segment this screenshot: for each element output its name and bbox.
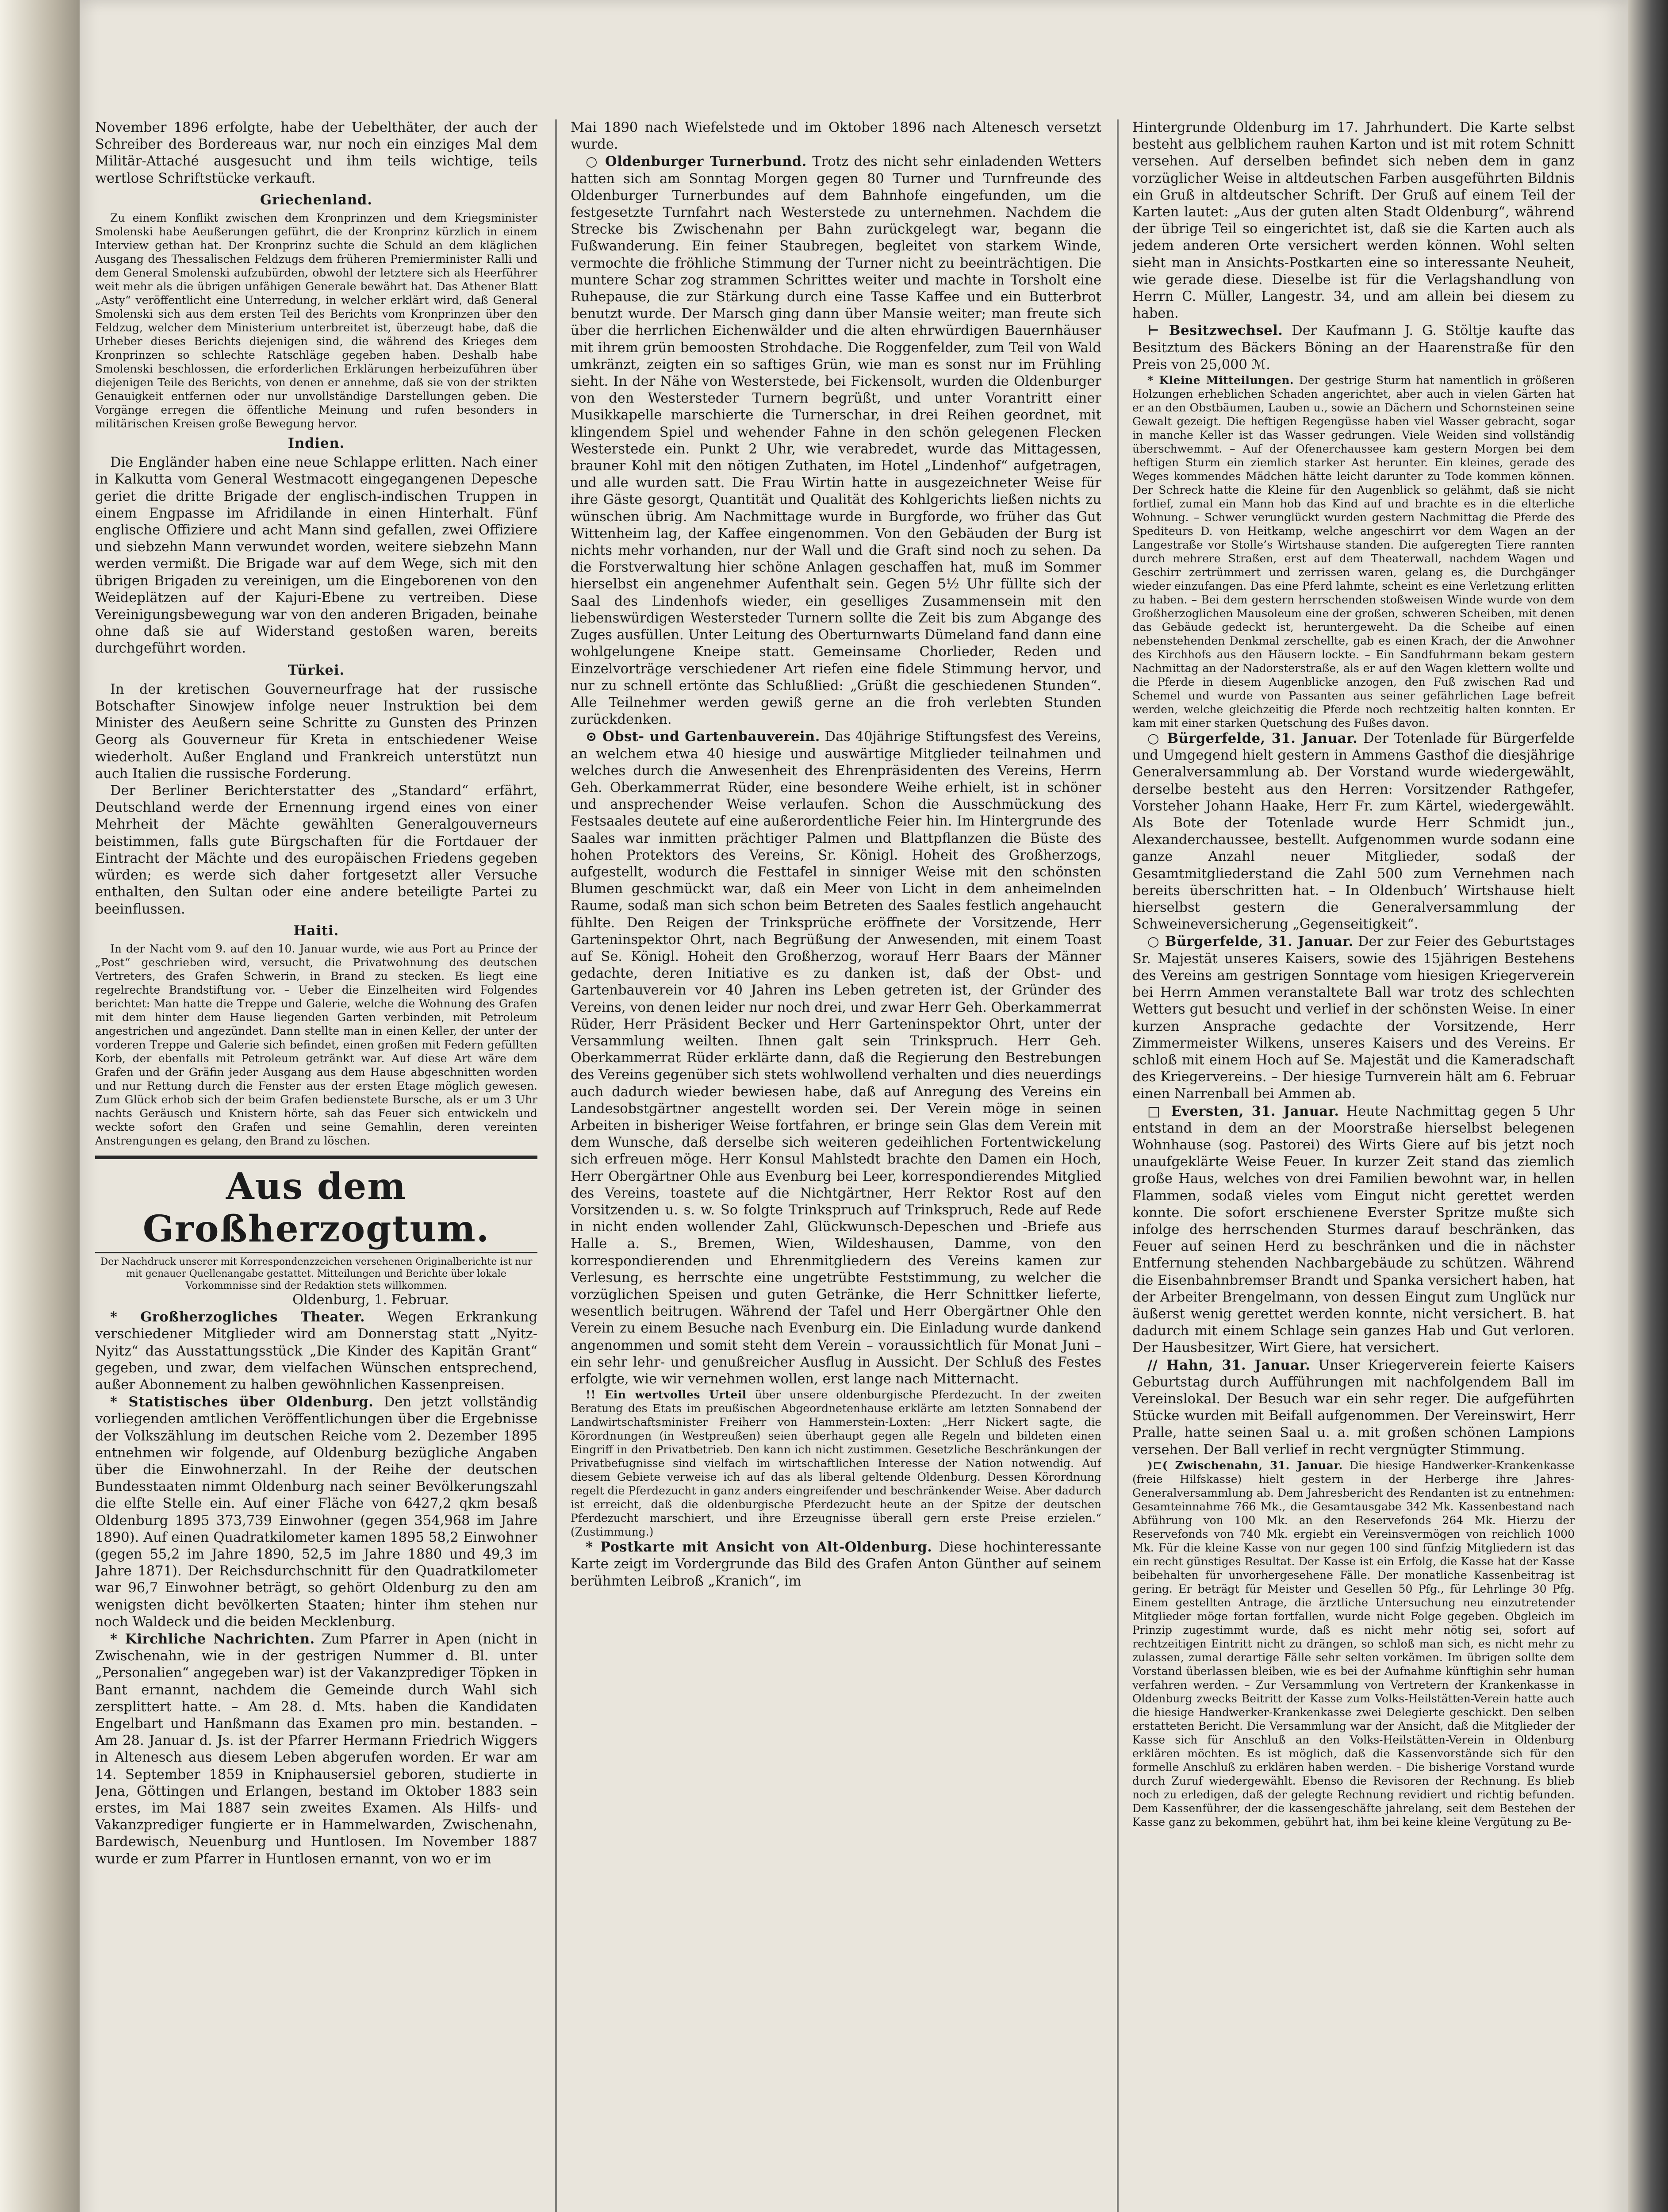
article-text: November 1896 erfolgte, habe der Uebelthäter, der auch der Schreiber des Bordereaus war, nur noch ein einziges Mal dem Militär-Attaché ausgesucht und ihm teils wichtige, teils wertlose Schriftstücke verkauft.: [95, 120, 537, 186]
article-text: Zu einem Konflikt zwischen dem Kronprinzen und dem Kriegsminister Smolenski habe Aeußerungen geführt, die der Kronprinz kürzlich in einem Interview gethan hat. Der Kronprinz suchte die Schuld an dem kläglichen Ausgang des Thessalischen Feldzugs dem früheren Premierminister Ralli und dem General Smolenski aufzubürden, obwohl der letztere sich als Heerführer weit mehr als die übrigen unfähigen Generale bewährt hat. Das Athener Blatt „Asty“ veröffentlicht eine Unterredung, in welcher erklärt wird, daß General Smolenski sich aus dem ersten Teil des Berichts vom Kronprinzen über den Feldzug, welcher dem Ministerium unterbreitet ist, überzeugt habe, daß die Urheber dieses Berichts diejenigen sind, die während des Krieges dem Kronprinzen so schlechte Ratschläge gegeben haben. Deshalb habe Smolenski beschlossen, die erforderlichen Erklärungen herbeizuführen über diejenigen Teile des Berichts, von denen er annehme, daß sie von der strikten Genauigkeit entfernen oder nur unvollständige Darstellungen geben. Die Vorgänge erregen die öffentliche Meinung und rufen besonders in militärischen Kreisen große Bewegung hervor.: [95, 211, 537, 430]
article-heading: !! Ein wertvolles Urteil: [586, 1388, 747, 1402]
article-heading: □ Eversten, 31. Januar.: [1147, 1103, 1339, 1119]
article-heading: * Großherzogliches Theater.: [110, 1309, 365, 1325]
article-heading: )⊏( Zwischenahn, 31. Januar.: [1147, 1459, 1343, 1472]
page-edge-shadow: [1628, 0, 1668, 2212]
article-text: Das 40jährige Stiftungsfest des Vereins, an welchem etwa 40 hiesige und auswärtige Mitglieder teilnahmen und welches durch die Anwesenheit des Ehrenpräsidenten des Vereins, Herrn Geh. Oberkammerrat Rüder, eine besondere Weihe erhielt, ist in schöner und ansprechender Weise verlaufen. Schon die Ausschmückung des Festsaales deutete auf eine außerordentliche Feier hin. Im Hintergrunde des Saales war inmitten prächtiger Palmen und Blattpflanzen die Büste des hohen Protektors des Vereins, Sr. Königl. Hoheit des Großherzogs, aufgestellt, wodurch die Festtafel in sinniger Weise mit den schönsten Blumen geschmückt war, daß ein Meer von Licht in dem anheimelnden Raume, sodaß man sich schon beim Betreten des Saales festlich angehaucht fühlte. Den Reigen der Trinksprüche eröffnete der Vorsitzende, Herr Garteninspektor Ohrt, nach Begrüßung der Anwesenden, mit einem Toast auf Se. Königl. Hoheit den Großherzog, worauf Herr Baars der Männer gedachte, deren Initiative es zu danken ist, daß der Obst- und Gartenbauverein vor 40 Jahren ins Leben getreten ist, der Gründer des Vereins, von denen leider nur noch drei, und zwar Herr Geh. Oberkammerrat Rüder, Herr Präsident Becker und Herr Garteninspektor Ohrt, unter der Versammlung weilten. Ihnen galt sein Trinkspruch. Herr Geh. Oberkammerrat Rüder erklärte dann, daß die Regierung den Bestrebungen des Vereins gegenüber sich stets wohlwollend verhalten und dies neuerdings auch dadurch wieder bewiesen habe, daß auf Anregung des Vereins ein Landesobstgärtner angestellt worden sei. Der Verein möge in seinen Arbeiten in bisheriger Weise fortfahren, er bringe sein Glas dem Verein mit dem Wunsche, daß derselbe sich weiteren gedeihlichen Fortentwickelung sich erfreuen möge. Herr Konsul Mahlstedt brachte den Damen ein Hoch, Herr Obergärtner Ohle aus Evenburg bei Leer, korrespondierendes Mitglied des Vereins, toastete auf die Nichtgärtner, Herr Rektor Rost auf den Vorsitzenden u. s. w. So folgte Trinkspruch auf Trinkspruch, Rede auf Rede in nicht enden wollender Zahl, Glückwunsch-Depeschen und -Briefe aus Halle a. S., Bremen, Wien, Wildeshausen, Damme, von den korrespondierenden und Ehrenmitgliedern des Vereins kamen zur Verlesung, es herrschte eine ungetrübte Feststimmung, zu welcher die vorzüglichen Speisen und guten Getränke, die Herr Schnittker lieferte, wesentlich beitrugen. Während der Tafel und Herr Obergärtner Ohle den Verein zu einem Besuche nach Evenburg ein. Die Einladung wurde dankend angenommen und somit steht dem Verein – voraussichtlich für Monat Juni – ein sehr lehr- und genußreicher Ausflug in Aussicht. Der Schluß des Festes erfolgte, wie wir vernehmen wollen, erst lange nach Mitternacht.: [571, 729, 1101, 1387]
column-rule: [1117, 119, 1119, 2212]
article-heading: // Hahn, 31. Januar.: [1147, 1357, 1311, 1373]
article-heading: ○ Bürgerfelde, 31. Januar.: [1147, 933, 1354, 950]
article-text: Die Engländer haben eine neue Schlappe erlitten. Nach einer in Kalkutta vom General Westmacott eingegangenen Depesche geriet die dritte Brigade der englisch-indischen Truppen in einem Engpasse im Afridilande in einen Hinterhalt. Fünf englische Offiziere und acht Mann sind gefallen, zwei Offiziere und siebzehn Mann verwundet worden, weitere siebzehn Mann werden vermißt. Die Brigade war auf dem Wege, sich mit den übrigen Brigaden zu vereinigen, um die Eingeborenen von den Weideplätzen auf der Kajuri-Ebene zu vertreiben. Diese Vereinigungsbewegung war von den anderen Brigaden, beinahe ohne daß sie auf Widerstand gestoßen waren, bereits durchgeführt worden.: [95, 455, 537, 657]
article-text: Trotz des nicht sehr einladenden Wetters hatten sich am Sonntag Morgen gegen 80 Turner und Turnfreunde des Oldenburger Turnerbundes auf dem Bahnhofe eingefunden, um die festgesetzte Turnfahrt nach Westerstede zu unternehmen. Nachdem die Strecke bis Zwischenahn per Bahn zurückgelegt war, begann die Fußwanderung. Ein feiner Staubregen, begleitet von starkem Winde, vermochte die fröhliche Stimmung der Turner nicht zu beeinträchtigen. Die muntere Schar zog strammen Schrittes weiter und machte in Torsholt eine Ruhepause, die zur Stärkung durch eine Tasse Kaffee und ein Butterbrot benutzt wurde. Der Marsch ging dann über Mansie weiter; man freute sich über die herrlichen Eichenwälder und die alten ehrwürdigen Bauernhäuser mit ihrem grün bemoosten Strohdache. Die Roggenfelder, zum Teil von Wald umkränzt, zeigten ein so saftiges Grün, wie man es sonst nur im Frühling sieht. In der Nähe von Westerstede, bei Fickensolt, wurden die Oldenburger von den Westersteder Turnern begrüßt, und unter Vorantritt einer Musikkapelle marschierte die Turnerschar, in drei Reihen geordnet, mit klingendem Spiel und wehender Fahne in den schön gelegenen Flecken Westerstede ein. Punkt 2 Uhr, wie verabredet, wurde das Mittagessen, brauner Kohl mit den nötigen Zuthaten, im Hotel „Lindenhof“ aufgetragen, und alle wurden satt. Die Frau Wirtin hatte in ausgezeichneter Weise für ihre Gäste gesorgt, Quantität und Qualität des Kohlgerichts ließen nichts zu wünschen übrig. Am Nachmittage wurde in Burgforde, wo früher das Gut Wittenheim lag, der Kaffee eingenommen. Von den Gebäuden der Burg ist nichts mehr vorhanden, nur der Wall und die Graft sind noch zu sehen. Da die Forstverwaltung hier schöne Anlagen geschaffen hat, muß im Sommer hierselbst ein angenehmer Aufenthalt sein. Gegen 5½ Uhr füllte sich der Saal des Lindenhofs wieder, ein geselliges Zusammensein mit den liebenswürdigen Westersteder Turnern sollte die Zeit bis zum Abgange des Zuges ausfüllen. Unter Leitung des Oberturnwarts Dümeland fand dann eine wohlgelungene Kneipe statt. Gemeinsame Chorlieder, Reden und Einzelvorträge verschiedener Art riefen eine fidele Stimmung hervor, und nur zu schnell ertönte das Schlußlied: „Grüßt die geschiedenen Stunden“. Alle Teilnehmer werden gewiß gerne an die froh verlebten Stunden zurückdenken.: [571, 154, 1101, 728]
article-text: Der zur Feier des Geburtstages Sr. Majestät unseres Kaisers, sowie des 15jährigen Bestehens des Vereins am gestrigen Sonntage vom hiesigen Kriegerverein bei Herrn Ammen veranstaltete Ball war trotz des schlechten Wetters gut besucht und verlief in der schönsten Weise. In einer kurzen Ansprache gedachte der Vorsitzende, Herr Zimmermeister Wilkens, unseres Kaisers und des Vereins. Er schloß mit einem Hoch auf Se. Majestät und die Kameradschaft des Kriegervereins. – Der hiesige Turnverein hält am 6. Februar einen Narrenball bei Ammen ab.: [1132, 934, 1575, 1102]
column-rule: [555, 119, 557, 2212]
section-heading-haiti: Haiti.: [293, 922, 339, 939]
article-text: Der Kaufmann J. G. Stöltje kaufte das Besitztum des Bäckers Böning an der Haarenstraße für den Preis von 25,000 ℳ.: [1132, 323, 1575, 373]
article-text: In der kretischen Gouverneurfrage hat der russische Botschafter Sinowjew infolge neuer Instruktion bei dem Minister des Aeußern seine Schritte zu Gunsten des Prinzen Georg als Gouverneur für Kreta in entschiedener Weise wiederholt. Außer England und Frankreich unterstützt nun auch Italien die russische Forderung.: [95, 681, 537, 782]
article-text: Heute Nachmittag gegen 5 Uhr entstand in dem an der Moorstraße hierselbst belegenen Wohnhause (sog. Pastorei) des Wirts Giere auf bis jetzt noch unaufgeklärte Weise Feuer. In kurzer Zeit stand das ziemlich große Haus, welches von drei Familien bewohnt war, in hellen Flammen, sodaß vieles vom Eingut nicht gerettet werden konnte. Die sofort erschienene Everster Spritze mußte sich infolge des herrschenden Sturmes darauf beschränken, das Feuer auf seinen Herd zu beschränken und die in nächster Entfernung stehenden Nachbargebäude zu schützen. Während die Eisenbahnbremser Brandt und Spanka versichert haben, hat der Arbeiter Brengelmann, von dessen Eingut zum Unglück nur äußerst wenig gerettet werden konnte, nicht versichert. B. hat dadurch mit einem Schlage sein ganzes Hab und Gut verloren. Der Hausbesitzer, Wirt Giere, hat versichert.: [1132, 1103, 1575, 1356]
article-text: Wegen Erkrankung verschiedener Mitglieder wird am Donnerstag statt „Nyitz-Nyitz“ das Ausstattungsstück „Die Kinder des Kapitän Grant“ gegeben, und zwar, dem vielfachen Wünschen entsprechend, außer Abonnement zu halben gewöhnlichen Kassenpreisen.: [95, 1310, 537, 1393]
article-text: Der gestrige Sturm hat namentlich in größeren Holzungen erheblichen Schaden angerichtet, aber auch in vielen Gärten hat er an den Obstbäumen, Lauben u., sowie an Dächern und Schornsteinen seine Gewalt gezeigt. Die heftigen Regengüsse haben viel Wasser gebracht, sogar in manche Keller ist das Wasser gedrungen. Viele Weiden sind vollständig überschwemmt. – Auf der Ofenerchaussee kam gestern Morgen bei dem heftigen Sturm ein ziemlich starker Ast herunter. Ein kleines, gerade des Weges kommendes Mädchen hätte leicht darunter zu Tode kommen können. Der Schreck hatte die Kleine für den Augenblick so gelähmt, daß sie nicht fortlief, zumal ein Mann hob das Kind auf und brachte es in die elterliche Wohnung. – Schwer verunglückt wurden gestern Nachmittag die Pferde des Spediteurs D. von Heitkamp, welche angeschirrt vor dem Wagen an der Langestraße vor Stolle’s Wirtshause standen. Die aufgeregten Tiere rannten durch mehrere Straßen, erst auf dem Theaterwall, nachdem Wagen und Geschirr zertrümmert und zerrissen waren, gelang es, die Durchgänger wieder einzufangen. Das eine Pferd lahmte, scheint es eine Verletzung erlitten zu haben. – Bei dem gestern herrschenden stoßweisen Winde wurde von dem Großherzoglichen Mausoleum eine der großen, schweren Scheiben, mit denen das Gebäude gedeckt ist, heruntergeweht. Da die Scheibe auf einen nebenstehenden Denkmal zerschellte, gab es einen Krach, der die Anwohner des Kirchhofs aus den Häusern lockte. – Ein Sandfuhrmann bekam gestern Nachmittag an der Nadorsterstraße, als er auf den Wagen klettern wollte und die Pferde in diesem Augenblicke anzogen, den Fuß zwischen Rad und Schemel und wurde von Passanten aus seiner gefährlichen Lage befreit werden, welche gleichzeitig die Pferde noch rechtzeitig halten konnten. Er kam mit einer starken Quetschung des Fußes davon.: [1132, 374, 1575, 730]
article-heading: * Postkarte mit Ansicht von Alt-Oldenburg.: [586, 1539, 932, 1555]
section-heading-tuerkei: Türkei.: [288, 662, 345, 678]
article-heading: ○ Oldenburger Turnerbund.: [586, 154, 807, 170]
column-1: [95, 119, 537, 2212]
column-3: [1132, 119, 1575, 2212]
article-heading: * Kirchliche Nachrichten.: [110, 1631, 315, 1647]
article-text: In der Nacht vom 9. auf den 10. Januar wurde, wie aus Port au Prince der „Post“ geschrieben wird, versucht, die Privatwohnung des deutschen Vertreters, des Grafen Schwerin, in Brand zu stecken. Es liegt eine regelrechte Brandstiftung vor. – Ueber die Einzelheiten wird Folgendes berichtet: Man hatte die Treppe und Galerie, welche die Wohnung des Grafen mit dem hinter dem Hause liegenden Garten verbinden, mit Petroleum angestrichen und angezündet. Dann stellte man in einen Keller, der unter der vorderen Treppe und Galerie sich befindet, einen großen mit Federn gefüllten Korb, der ebenfalls mit Petroleum getränkt war. Auf diese Art wäre dem Grafen und der Gräfin jeder Ausgang aus dem Hause abgeschnitten worden und nur Rettung durch die Fenster aus der ersten Etage möglich gewesen. Zum Glück erhob sich der beim Grafen bedienstete Bursche, als er um 3 Uhr nachts Geräusch und Knistern hörte, sah das Feuer sich entwickeln und weckte sofort den Grafen und seine Gemahlin, deren vereinten Anstrengungen es gelang, den Brand zu löschen.: [95, 942, 537, 1147]
article-text: Zum Pfarrer in Apen (nicht in Zwischenahn, wie in der gestrigen Nummer d. Bl. unter „Personalien“ angegeben war) ist der Vakanzprediger Töpken in Bant ernannt, nachdem die Gemeinde durch Wahl sich zersplittert hatte. – Am 28. d. Mts. haben die Kandidaten Engelbart und Hanßmann das Examen pro min. bestanden. – Am 28. Januar d. Js. ist der Pfarrer Hermann Friedrich Wiggers in Altenesch aus diesem Leben abgerufen worden. Er war am 14. September 1859 in Kniphausersiel geboren, studierte in Jena, Göttingen und Erlangen, bestand im Oktober 1883 sein erstes, im Mai 1887 sein zweites Examen. Als Hilfs- und Vakanzprediger fungierte er in Hammelwarden, Zwischenahn, Bardewisch, Neuenburg und Huntlosen. Im November 1887 wurde er zum Pfarrer in Huntlosen ernannt, von wo er im: [95, 1631, 537, 1867]
section-title: Aus dem Großherzogtum.: [142, 1165, 490, 1250]
section-divider: [95, 1156, 537, 1159]
article-text: Der Berliner Berichterstatter des „Standard“ erfährt, Deutschland werde der Ernennung irgend eines von einer Mehrheit der Mächte gewählten Generalgouverneurs beistimmen, falls gute Bürgschaften für die Fortdauer der Eintracht der Mächte und des europäischen Friedens gegeben würden; es werde sich daher fortgesetzt aller Versuche enthalten, den Sultan oder eine andere beteiligte Partei zu beeinflussen.: [95, 783, 537, 917]
article-text: Unser Kriegerverein feierte Kaisers Geburtstag durch Aufführungen mit nachfolgendem Ball im Vereinslokal. Der Besuch war ein sehr reger. Die aufgeführten Stücke wurden mit Beifall aufgenommen. Der Vereinswirt, Herr Pralle, hatte seinen Saal u. a. mit großen schönen Lampions versehen. Der Ball verlief in recht vergnügter Stimmung.: [1132, 1357, 1575, 1458]
article-heading: ⊙ Obst- und Gartenbauverein.: [586, 729, 820, 745]
article-text: Mai 1890 nach Wiefelstede und im Oktober 1896 nach Altenesch versetzt wurde.: [571, 120, 1101, 153]
article-text: über unsere oldenburgische Pferdezucht. In der zweiten Beratung des Etats im preußischen Abgeordnetenhause erklärte am letzten Sonnabend der Landwirtschaftsminister Freiherr von Hammerstein-Loxten: „Herr Nickert sagte, die Körordnungen (in Westpreußen) seien überhaupt gegen alle Regeln und bildeten einen Eingriff in den Privatbetrieb. Den kann ich nicht zustimmen. Gesetzliche Beschränkungen der Privatbefugnisse sind vielfach im wirtschaftlichen Interesse der Nation notwendig. Auf diesem Gebiete verweise ich auf das als liberal geltende Oldenburg. Dessen Körordnung regelt die Pferdezucht in ganz anders eingreifender und beschränkender Weise. Aber dadurch ist erreicht, daß die oldenburgische Pferdezucht heute an der Spitze der deutschen Pferdezucht marschiert, und ihre Erzeugnisse überall gern erste Preise erzielen.“ (Zustimmung.): [571, 1388, 1101, 1539]
article-text: Die hiesige Handwerker-Krankenkasse (freie Hilfskasse) hielt gestern in der Herberge ihre Jahres-Generalversammlung ab. Dem Jahresbericht des Rendanten ist zu entnehmen: Gesamteinnahme 766 Mk., die Gesamtausgabe 342 Mk. Kassenbestand nach Abführung von 100 Mk. an den Reservefonds 264 Mk. Hierzu der Reservefonds von 740 Mk. ergiebt ein Vereinsvermögen von reichlich 1000 Mk. Für die kleine Kasse von nur gegen 100 sind fünfzig Mitgliedern ist das ein recht günstiges Resultat. Der Kasse ist ein Erfolg, die Kasse hat der Kasse beibehalten für unvorhergesehene Fälle. Der monatliche Kassenbeitrag ist gering. Er beträgt für Meister und Gesellen 50 Pfg., für Lehrlinge 30 Pfg. Einem gestellten Antrage, die ärztliche Untersuchung neu einzutretender Mitglieder möge fortan fortfallen, wurde nicht Folge gegeben. Obgleich im Prinzip zugestimmt wurde, daß es nicht mehr nötig sei, sofort auf rechtzeitigen Eintritt nicht zu drängen, so schloß man sich, es nicht mehr zu zulassen, zumal derartige Fälle sehr selten vorkämen. Im übrigen sollte dem Vorstand überlassen bleiben, wie es bei der Aufnahme künftighin sehr human verfahren werden. – Zur Versammlung von Vertretern der Krankenkasse in Oldenburg zwecks Beitritt der Kasse zum Volks-Heilstätten-Verein hatte auch die hiesige Handwerker-Krankenkasse zwei Delegierte geschickt. Den selben erstatteten Bericht. Die Versammlung war der Ansicht, daß die Mitglieder der Kasse sich für Anschluß an den Volks-Heilstätten-Verein in Oldenburg erklären möchten. Es ist möglich, daß die Kassenvorstände sich für den formelle Anschluß zu erklären haben werden. – Die bisherige Vorstand wurde durch Zuruf wiedergewählt. Ebenso die Revisoren der Rechnung. Es blieb noch zu erledigen, daß der gelegte Rechnung revidiert und richtig befunden. Dem Kassenführer, der die kassengeschäfte jahrelang, seit dem Bestehen der Kasse ganz zu bekommen, gebührt hat, ihm bei keine kleine Vergütung zu Be-: [1132, 1459, 1575, 1828]
column-2: [571, 119, 1101, 2212]
article-heading: ⊢ Besitzwechsel.: [1147, 323, 1283, 339]
dateline: Oldenburg, 1. Februar.: [292, 1292, 449, 1308]
article-heading: * Kleine Mitteilungen.: [1147, 374, 1294, 387]
section-divider: [95, 1252, 537, 1253]
article-text: Den jetzt vollständig vorliegenden amtlichen Veröffentlichungen über die Ergebnisse der Volkszählung im deutschen Reiche vom 2. Dezember 1895 entnehmen wir folgende, auf Oldenburg bezügliche Angaben über die Einwohnerzahl. In der Reihe der deutschen Bundesstaaten nimmt Oldenburg nach seiner Bevölkerungszahl die elfte Stelle ein. Auf einer Fläche von 6427,2 qkm besaß Oldenburg 1895 373,739 Einwohner (gegen 354,968 im Jahre 1890). Auf einen Quadratkilometer kamen 1895 58,2 Einwohner (gegen 55,2 im Jahre 1890, 52,5 im Jahre 1880 und 49,3 im Jahre 1871). Der Reichsdurchschnitt für den Quadratkilometer war 96,7 Einwohner beträgt, so gehört Oldenburg zu den am wenigsten dicht bevölkerten Staaten; hinter ihm stehen nur noch Waldeck und die beiden Mecklenburg.: [95, 1394, 537, 1630]
article-text: Hintergrunde Oldenburg im 17. Jahrhundert. Die Karte selbst besteht aus gelblichem rauhen Karton und ist mit rotem Schnitt versehen. Auf derselben befindet sich neben dem in ganz vorzüglicher Weise in altdeutschen Farben ausgeführten Bildnis ein Gruß in altdeutscher Schrift. Der Gruß auf einem Teil der Karten lautet: „Aus der guten alten Stadt Oldenburg“, während der übrige Teil so eingerichtet ist, daß sie die Karten auch als jedem anderen Orte versichert werden können. Wohl selten sieht man in Ansichts-Postkarten eine so interessante Neuheit, wie gerade diese. Dieselbe ist für die Verlagshandlung von Herrn C. Müller, Langestr. 34, und am allein bei diesem zu haben.: [1132, 120, 1575, 322]
article-text: Diese hochinteressante Karte zeigt im Vordergrunde das Bild des Grafen Anton Günther auf seinem berühmten Leibroß „Kranich“, im: [571, 1540, 1101, 1589]
book-spine: [0, 0, 80, 2212]
article-heading: * Statistisches über Oldenburg.: [110, 1394, 374, 1410]
reprint-note: Der Nachdruck unserer mit Korrespondenzzeichen versehenen Originalberichte ist nur mit genauer Quellenangabe gestattet. Mitteilungen und Berichte über lokale Vorkommnisse sind der Redaktion stets willkommen.: [100, 1256, 533, 1291]
article-heading: ○ Bürgerfelde, 31. Januar.: [1147, 730, 1358, 747]
section-heading-indien: Indien.: [288, 435, 345, 452]
section-heading-griechenland: Griechenland.: [260, 192, 372, 208]
article-text: Der Totenlade für Bürgerfelde und Umgegend hielt gestern in Ammens Gasthof die diesjährige Generalversammlung ab. Der Vorstand wurde wiedergewählt, derselbe besteht aus den Herren: Vorsitzender Rathgefer, Vorsteher Johann Haake, Herr Fr. zum Kärtel, wiedergewählt. Als Bote der Totenlade wurde Herr Schmidt jun., Alexanderchaussee, bestellt. Aufgenommen wurde sodann eine ganze Anzahl neuer Mitglieder, sodaß der Gesamtmitgliederstand die Zahl 500 zum Vernehmen nach bereits überschritten hat. – In Oldenbuch’ Wirtshause hielt hierselbst gestern die Generalversammlung der Schweineversicherung „Gegenseitigkeit“.: [1132, 731, 1575, 933]
